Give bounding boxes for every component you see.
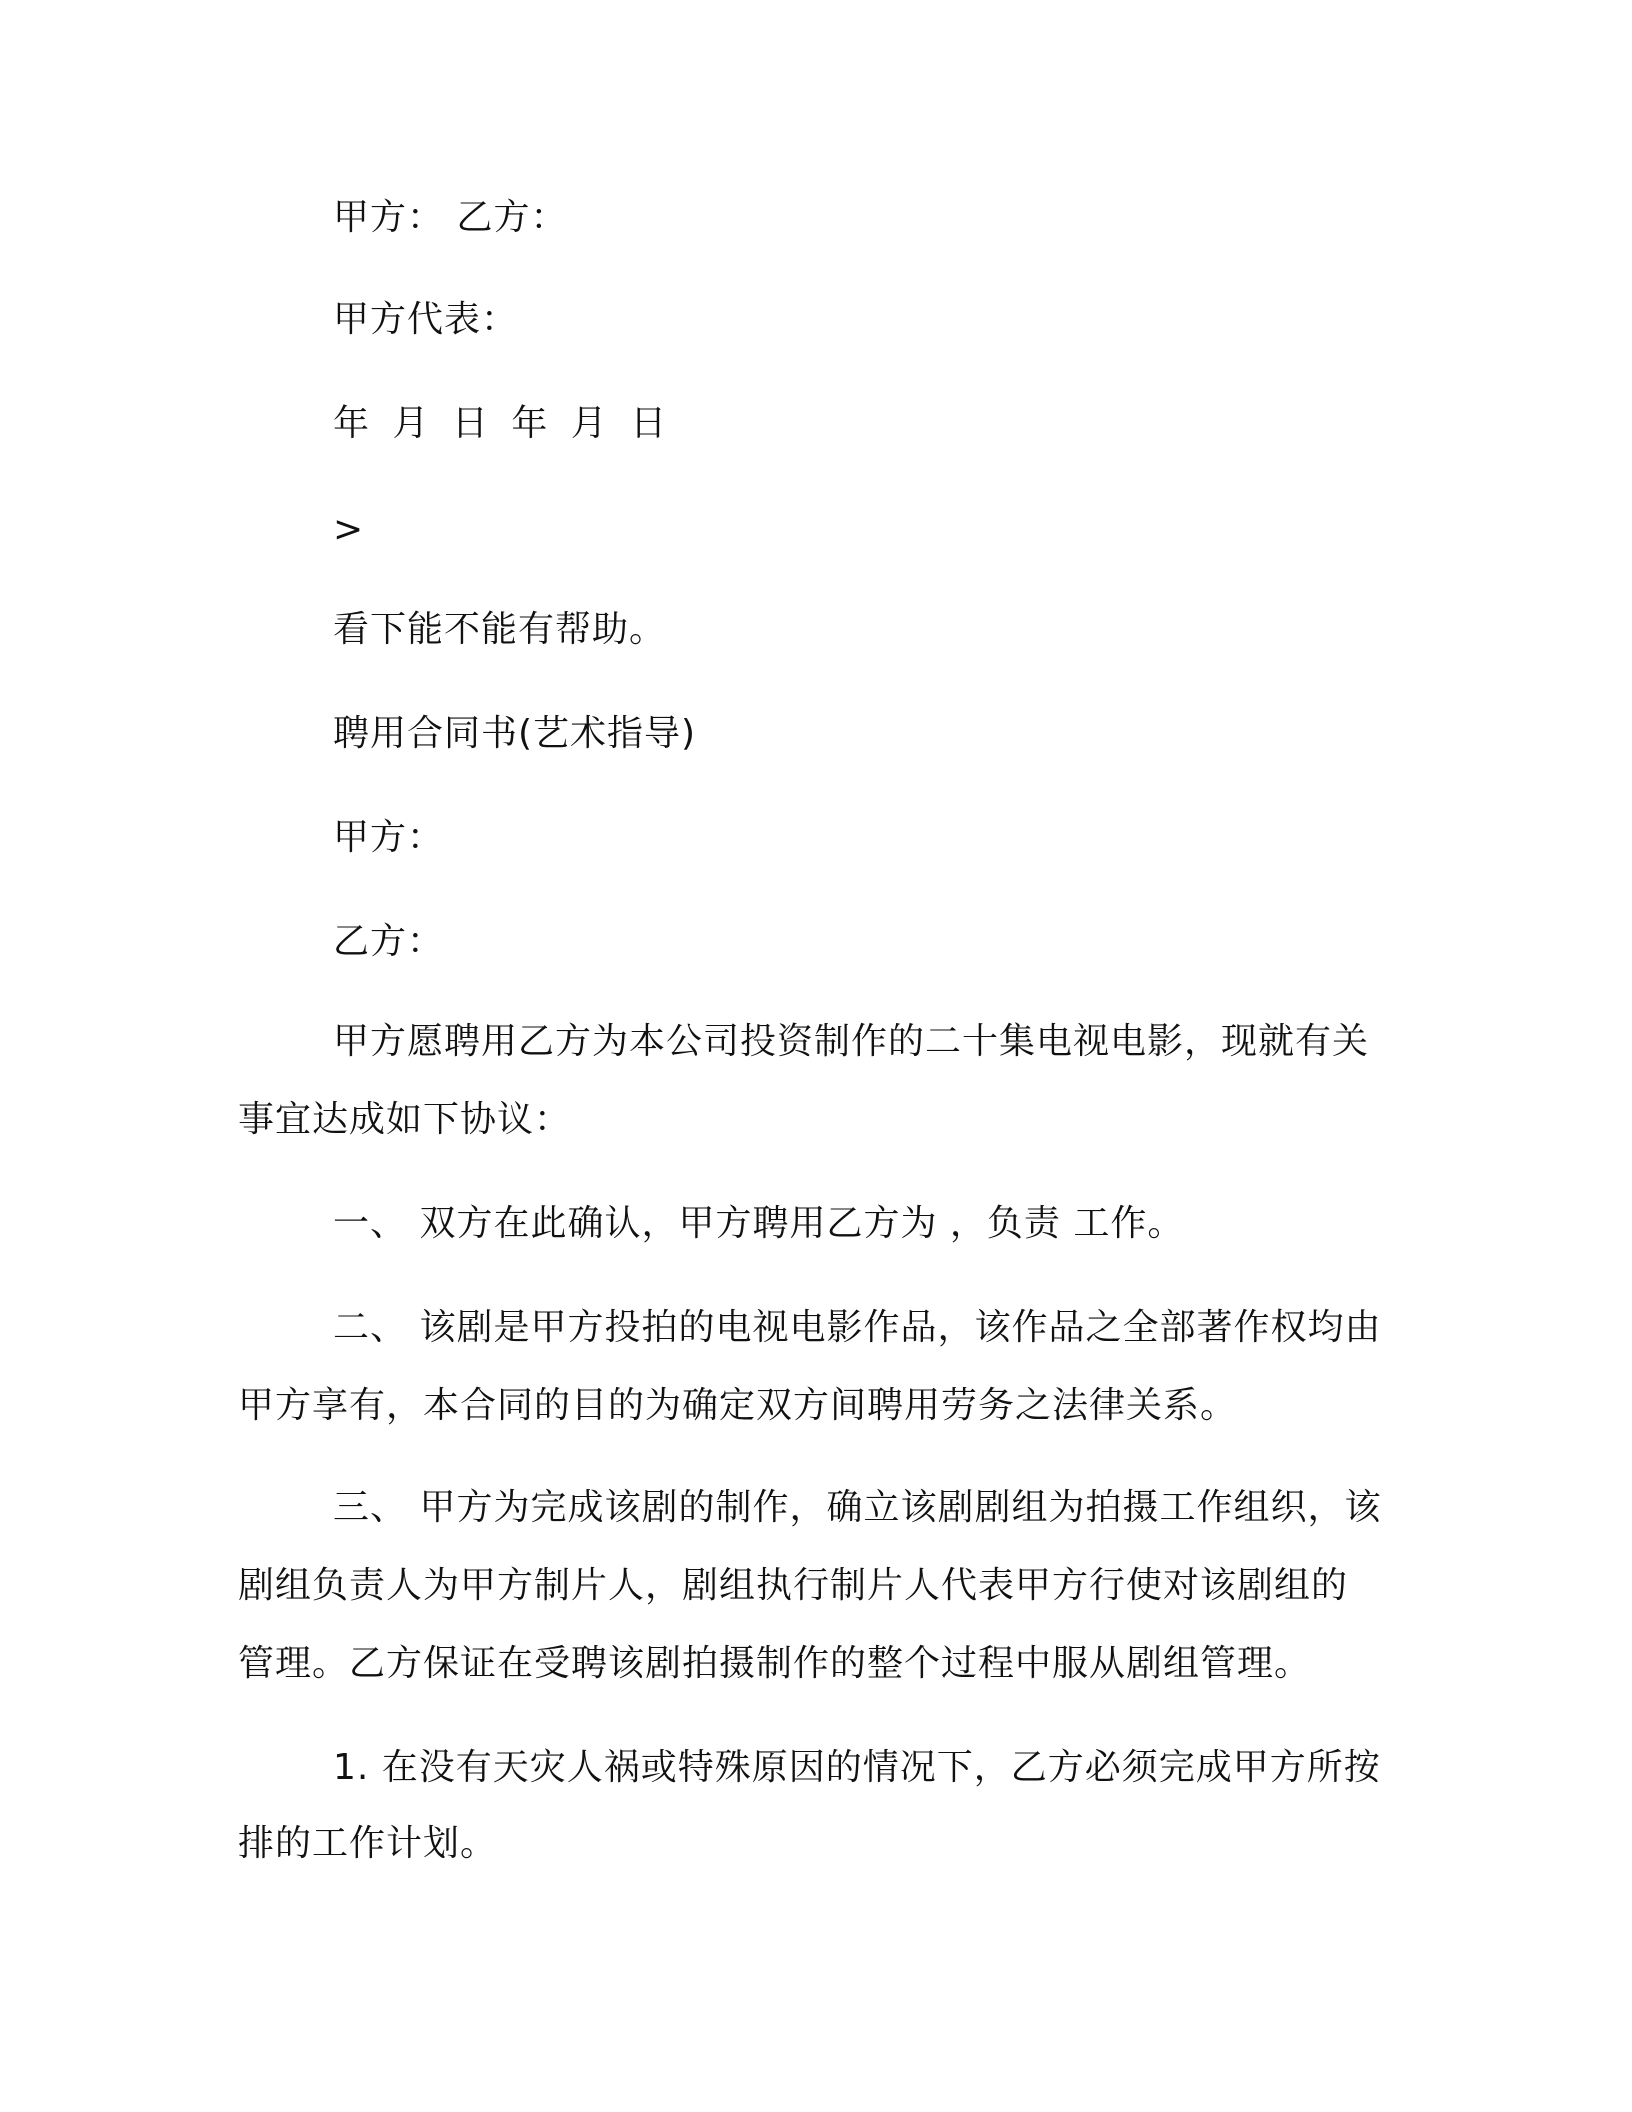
arrow-line: > [333,509,365,550]
representative-line: 甲方代表： [333,299,519,340]
helpful-note: 看下能不能有帮助。 [333,609,667,650]
clause-1: 一、 双方在此确认，甲方聘用乙方为 ，负责 工作。 [333,1203,1185,1244]
clause-2-line-2: 甲方享有，本合同的目的为确定双方间聘用劳务之法律关系。 [238,1385,1238,1426]
clause-2-line-1: 二、 该剧是甲方投拍的电视电影作品，该作品之全部著作权均由 [333,1307,1382,1348]
party-line: 甲方： 乙方： [333,197,568,238]
clause-3-line-2: 剧组负责人为甲方制片人，剧组执行制片人代表甲方行使对该剧组的 [238,1565,1349,1606]
contract-title: 聘用合同书(艺术指导) [333,713,697,754]
party-b-label: 乙方： [333,921,445,962]
preamble-line-2: 事宜达成如下协议： [238,1099,572,1140]
preamble-line-1: 甲方愿聘用乙方为本公司投资制作的二十集电视电影，现就有关 [333,1021,1370,1062]
clause-3-line-3: 管理。乙方保证在受聘该剧拍摄制作的整个过程中服从剧组管理。 [238,1643,1312,1684]
item-1-line-1: 1. 在没有天灾人祸或特殊原因的情况下，乙方必须完成甲方所按 [333,1747,1381,1788]
party-a-label: 甲方： [333,817,445,858]
clause-3-line-1: 三、 甲方为完成该剧的制作，确立该剧剧组为拍摄工作组织，该 [333,1487,1382,1528]
date-line: 年 月 日 年 月 日 [333,403,673,444]
item-1-line-2: 排的工作计划。 [238,1823,498,1864]
